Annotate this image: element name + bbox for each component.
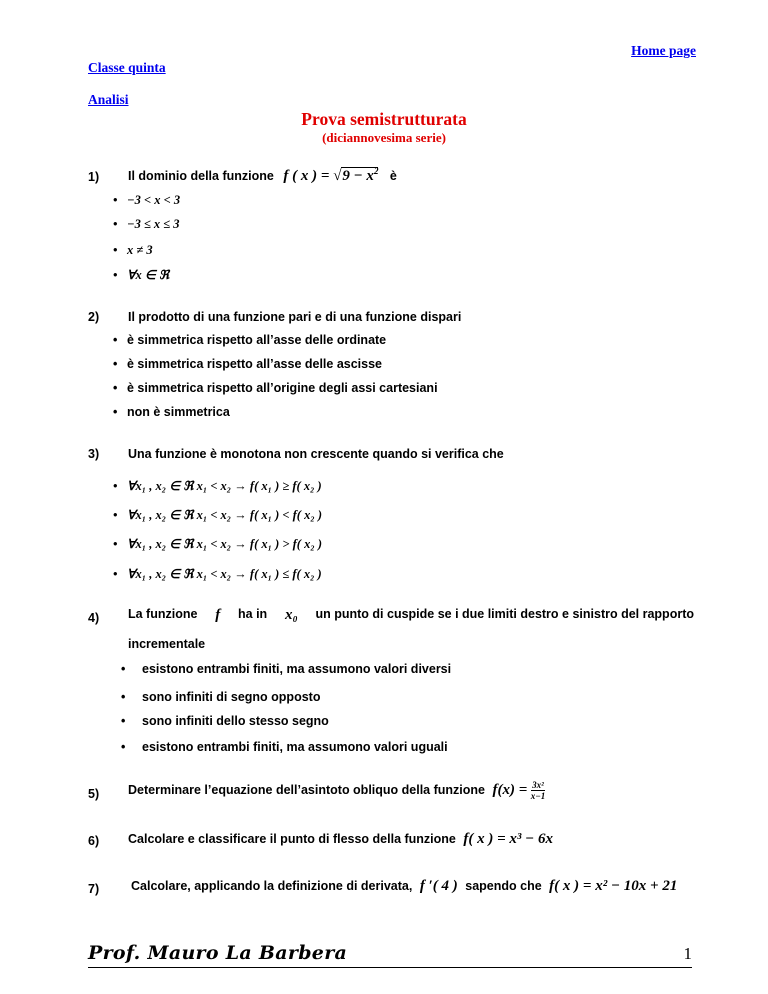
footer-divider	[88, 967, 692, 968]
page-number: 1	[683, 944, 692, 963]
question-6-text: Calcolare e classificare il punto di flesso della funzione f( x ) = x³ − 6x	[128, 831, 553, 847]
option-list-item: • sono infiniti dello stesso segno	[121, 714, 329, 728]
class-link[interactable]: Classe quinta	[88, 60, 166, 75]
page-title: Prova semistrutturata	[301, 109, 467, 129]
section-link[interactable]: Analisi	[88, 92, 129, 107]
question-7-formula-b: f( x ) = x² − 10x + 21	[549, 878, 678, 894]
question-2-text: Il prodotto di una funzione pari e di una funzione dispari	[128, 310, 462, 324]
question-5-number: 5)	[88, 787, 100, 801]
question-7-text: Calcolare, applicando la definizione di derivata, f ′( 4 ) sapendo che f( x ) = x² − 10x + 21	[131, 878, 678, 894]
option-list-item: • −3 < x < 3	[113, 193, 181, 207]
question-3-text: Una funzione è monotona non crescente quando si verifica che	[128, 447, 504, 461]
question-6-formula: f( x ) = x³ − 6x	[463, 831, 553, 847]
question-3-number: 3)	[88, 447, 100, 461]
option-list-item: • ∀x₁ , x₂ ∈ ℜ x₁ < x₂ → f( x₁ ) > f( x₂ )	[113, 537, 322, 551]
question-4-text-continued: incrementale	[128, 637, 206, 651]
home-page-link[interactable]: Home page	[631, 43, 696, 58]
question-5-text: Determinare l’equazione dell’asintoto obliquo della funzione f(x) = $\frac{\text{3x²}}{x-1}$	[128, 780, 546, 801]
option-list-item: • sono infiniti di segno opposto	[121, 690, 321, 704]
page-subtitle: (diciannovesima serie)	[322, 130, 446, 145]
footer-author: Prof. Mauro La Barbera	[88, 942, 348, 964]
question-7-number: 7)	[88, 882, 100, 896]
option-list-item: • ∀x₁ , x₂ ∈ ℜ x₁ < x₂ → f( x₁ ) ≤ f( x₂ )	[113, 567, 322, 581]
option-list-item: • è simmetrica rispetto all’origine degli assi cartesiani	[113, 381, 438, 395]
question-1-text: Il dominio della funzione f ( x ) = $√9 - x^2$ è	[128, 166, 397, 184]
option-list-item: • non è simmetrica	[113, 405, 230, 419]
question-4-text: La funzione f ha in x₀ un punto di cuspide se i due limiti destro e sinistro del rapporto	[128, 607, 694, 623]
option-list-item: • ∀x ∈ ℜ	[113, 268, 170, 282]
question-2-number: 2)	[88, 310, 100, 324]
question-1-number: 1)	[88, 170, 100, 184]
option-list-item: • ∀x₁ , x₂ ∈ ℜ x₁ < x₂ → f( x₁ ) ≥ f( x₂ )	[113, 479, 322, 493]
option-list-item: • x ≠ 3	[113, 243, 153, 257]
question-7-formula-a: f ′( 4 )	[419, 878, 458, 894]
option-list-item: • è simmetrica rispetto all’asse delle ordinate	[113, 333, 387, 347]
question-4-number: 4)	[88, 611, 100, 625]
option-list-item: • esistono entrambi finiti, ma assumono valori diversi	[121, 662, 452, 676]
option-list-item: • ∀x₁ , x₂ ∈ ℜ x₁ < x₂ → f( x₁ ) < f( x₂ )	[113, 508, 322, 522]
option-list-item: • −3 ≤ x ≤ 3	[113, 217, 180, 231]
question-6-number: 6)	[88, 834, 100, 848]
option-list-item: • esistono entrambi finiti, ma assumono valori uguali	[121, 740, 448, 754]
question-5-fraction: $\frac{\text{3x²}}{x-1}$	[530, 780, 546, 801]
option-list-item: • è simmetrica rispetto all’asse delle ascisse	[113, 357, 383, 371]
